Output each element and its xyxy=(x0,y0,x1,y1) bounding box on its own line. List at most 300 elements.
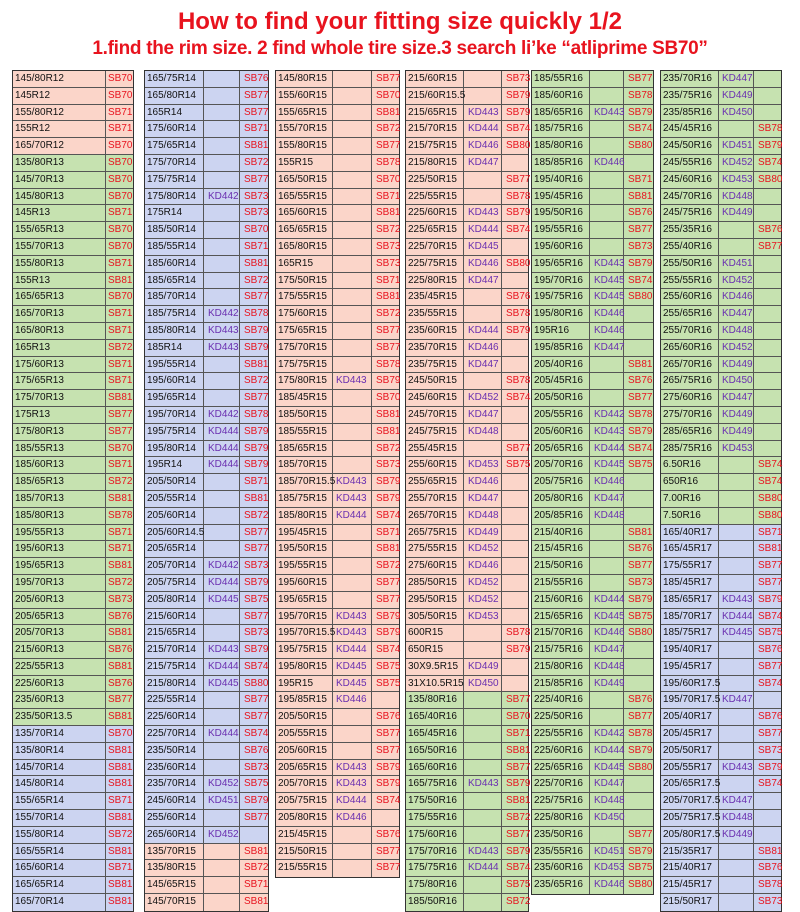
cell-divider xyxy=(105,625,106,641)
sb-code: SB81 xyxy=(244,492,269,504)
tire-size: 185/75R15 xyxy=(278,492,327,504)
tire-size: 205/80R17.5 xyxy=(663,828,721,840)
tire-size: 195/70R15.5 xyxy=(278,627,336,639)
table-row xyxy=(532,474,653,491)
tire-size: 205/75R16 xyxy=(534,476,583,488)
cell-divider xyxy=(589,105,590,121)
tire-size: 235/75R15 xyxy=(408,358,457,370)
cell-divider xyxy=(371,340,372,356)
cell-divider xyxy=(501,894,502,911)
kd-code: KD442 xyxy=(208,190,239,202)
kd-code: KD453 xyxy=(468,610,499,622)
table-row xyxy=(406,121,531,138)
cell-divider xyxy=(753,575,754,591)
tire-size: 225/60R13 xyxy=(15,677,64,689)
tire-size: 175/75R16 xyxy=(408,862,457,874)
cell-divider xyxy=(371,541,372,557)
cell-divider xyxy=(463,558,464,574)
cell-divider xyxy=(501,155,502,171)
cell-divider xyxy=(718,525,719,541)
table-row xyxy=(532,743,653,760)
size-column xyxy=(275,70,400,878)
cell-divider xyxy=(501,491,502,507)
tire-size: 275/55R15 xyxy=(408,543,457,555)
cell-divider xyxy=(501,776,502,792)
table-row xyxy=(406,390,531,407)
tire-size: 225/55R16 xyxy=(534,728,583,740)
cell-divider xyxy=(718,441,719,457)
table-row xyxy=(532,71,653,88)
kd-code: KD448 xyxy=(468,425,499,437)
table-row xyxy=(406,541,528,558)
table-row xyxy=(661,894,781,911)
kd-code: KD444 xyxy=(208,576,239,588)
cell-divider xyxy=(105,474,106,490)
sb-code: SB77 xyxy=(376,862,401,874)
cell-divider xyxy=(501,810,502,826)
cell-divider xyxy=(589,155,590,171)
tire-size: 205/65R15 xyxy=(278,761,327,773)
table-row xyxy=(13,289,133,306)
cell-divider xyxy=(203,189,204,205)
cell-divider xyxy=(463,575,464,591)
table-row xyxy=(145,827,268,844)
sb-code: SB71 xyxy=(108,123,133,135)
table-row xyxy=(406,155,528,172)
cell-divider xyxy=(371,407,372,423)
kd-code: KD443 xyxy=(468,845,499,857)
table-row xyxy=(13,172,133,189)
table-row xyxy=(276,625,399,642)
kd-code: KD447 xyxy=(468,492,499,504)
cell-divider xyxy=(753,340,754,356)
table-row xyxy=(276,491,399,508)
sb-code: SB78 xyxy=(628,89,653,101)
sb-code: SB70 xyxy=(376,392,401,404)
sb-code: SB71 xyxy=(376,526,401,538)
tire-size: 245/70R16 xyxy=(663,190,712,202)
table-row xyxy=(145,323,268,340)
cell-divider xyxy=(753,138,754,154)
kd-code: KD446 xyxy=(336,812,367,824)
cell-divider xyxy=(501,205,502,221)
cell-divider xyxy=(501,172,502,188)
cell-divider xyxy=(463,827,464,843)
table-row xyxy=(276,726,399,743)
tire-size: 225/75R16 xyxy=(534,795,583,807)
cell-divider xyxy=(753,860,754,876)
cell-divider xyxy=(718,860,719,876)
sb-code: SB77 xyxy=(758,560,783,572)
sb-code: SB79 xyxy=(628,106,653,118)
sb-code: SB71 xyxy=(108,358,133,370)
sb-code: SB78 xyxy=(376,156,401,168)
cell-divider xyxy=(105,441,106,457)
tire-size: 215/75R16 xyxy=(534,644,583,656)
tire-size: 145R12 xyxy=(15,89,51,101)
cell-divider xyxy=(239,407,240,423)
sb-code: SB77 xyxy=(376,728,401,740)
cell-divider xyxy=(589,508,590,524)
cell-divider xyxy=(105,676,106,692)
sb-code: SB77 xyxy=(244,291,269,303)
sb-code: SB73 xyxy=(244,560,269,572)
sb-code: SB76 xyxy=(758,862,783,874)
table-row xyxy=(13,760,133,777)
tire-size: 235/70R14 xyxy=(147,778,196,790)
table-row xyxy=(661,642,781,659)
tire-size: 205/55R14 xyxy=(147,492,196,504)
sb-code: SB79 xyxy=(376,492,401,504)
cell-divider xyxy=(623,205,624,221)
cell-divider xyxy=(753,121,754,137)
cell-divider xyxy=(105,306,106,322)
cell-divider xyxy=(105,155,106,171)
cell-divider xyxy=(332,609,333,625)
table-row xyxy=(532,323,653,340)
tire-size: 265/75R16 xyxy=(663,375,712,387)
sb-code: SB77 xyxy=(506,828,531,840)
table-row xyxy=(406,289,531,306)
tire-size: 215/40R16 xyxy=(534,526,583,538)
sb-code: SB81 xyxy=(376,408,401,420)
tire-size: 155/80R13 xyxy=(15,257,64,269)
cell-divider xyxy=(203,659,204,675)
table-row xyxy=(406,810,531,827)
table-row xyxy=(532,88,653,105)
sb-code: SB70 xyxy=(108,89,133,101)
cell-divider xyxy=(589,189,590,205)
table-row xyxy=(13,659,133,676)
cell-divider xyxy=(105,172,106,188)
table-row xyxy=(13,491,133,508)
cell-divider xyxy=(239,306,240,322)
cell-divider xyxy=(105,256,106,272)
cell-divider xyxy=(203,457,204,473)
cell-divider xyxy=(753,760,754,776)
tire-size: 175/80R14 xyxy=(147,190,196,202)
cell-divider xyxy=(371,592,372,608)
tire-size: 215/65R16 xyxy=(534,610,583,622)
cell-divider xyxy=(105,760,106,776)
tire-size: 185/60R14 xyxy=(147,257,196,269)
tire-size: 255/60R15 xyxy=(408,459,457,471)
table-row xyxy=(661,323,781,340)
cell-divider xyxy=(203,306,204,322)
table-row xyxy=(406,189,531,206)
tire-size: 225/65R16 xyxy=(534,761,583,773)
cell-divider xyxy=(203,441,204,457)
sb-code: SB78 xyxy=(628,728,653,740)
sb-code: SB77 xyxy=(628,73,653,84)
cell-divider xyxy=(332,256,333,272)
kd-code: KD446 xyxy=(722,291,753,303)
tire-size: 295/50R15 xyxy=(408,593,457,605)
cell-divider xyxy=(718,642,719,658)
table-row xyxy=(406,340,528,357)
sb-code: SB71 xyxy=(108,526,133,538)
cell-divider xyxy=(371,172,372,188)
cell-divider xyxy=(463,877,464,893)
cell-divider xyxy=(371,793,372,809)
tire-size: 215/80R16 xyxy=(534,660,583,672)
tire-size: 165/40R17 xyxy=(663,526,712,538)
sb-code: SB81 xyxy=(108,392,133,404)
table-row xyxy=(145,642,268,659)
table-row xyxy=(532,407,653,424)
table-row xyxy=(13,189,133,206)
tire-size: 225/55R15 xyxy=(408,190,457,202)
sb-code: SB78 xyxy=(506,190,531,202)
tire-size: 185/55R16 xyxy=(534,73,583,84)
sb-code: SB79 xyxy=(244,442,269,454)
tire-size: 195/50R16 xyxy=(534,207,583,219)
table-row xyxy=(406,642,531,659)
sb-code: SB79 xyxy=(628,257,653,269)
kd-code: KD447 xyxy=(722,694,753,706)
sb-code: SB73 xyxy=(244,190,269,202)
tire-size: 215/55R16 xyxy=(534,576,583,588)
table-row xyxy=(145,105,268,122)
kd-code: KD442 xyxy=(208,408,239,420)
cell-divider xyxy=(718,558,719,574)
kd-code: KD444 xyxy=(208,728,239,740)
cell-divider xyxy=(501,71,502,87)
sb-code: SB79 xyxy=(506,845,531,857)
table-row xyxy=(145,340,268,357)
table-row xyxy=(532,273,653,290)
sb-code: SB70 xyxy=(108,442,133,454)
cell-divider xyxy=(203,726,204,742)
sb-code: SB79 xyxy=(506,207,531,219)
kd-code: KD445 xyxy=(594,291,625,303)
cell-divider xyxy=(203,155,204,171)
size-column xyxy=(531,70,654,895)
kd-code: KD443 xyxy=(336,627,367,639)
cell-divider xyxy=(589,373,590,389)
cell-divider xyxy=(203,222,204,238)
cell-divider xyxy=(105,558,106,574)
cell-divider xyxy=(239,491,240,507)
table-row xyxy=(661,256,781,273)
cell-divider xyxy=(239,239,240,255)
sb-code: SB76 xyxy=(628,543,653,555)
table-row xyxy=(145,138,268,155)
table-row xyxy=(532,541,653,558)
tire-size: 195/50R15 xyxy=(278,543,327,555)
cell-divider xyxy=(718,373,719,389)
sb-code: SB79 xyxy=(376,778,401,790)
tire-size: 175/70R13 xyxy=(15,392,64,404)
sb-code: SB74 xyxy=(758,778,783,790)
sb-code: SB71 xyxy=(376,190,401,202)
sb-code: SB75 xyxy=(628,862,653,874)
kd-code: KD449 xyxy=(722,207,753,219)
cell-divider xyxy=(463,289,464,305)
sb-code: SB72 xyxy=(244,375,269,387)
cell-divider xyxy=(463,709,464,725)
kd-code: KD447 xyxy=(722,308,753,320)
table-row xyxy=(13,743,133,760)
cell-divider xyxy=(371,810,372,826)
cell-divider xyxy=(501,357,502,373)
tire-size: 145/80R13 xyxy=(15,190,64,202)
cell-divider xyxy=(105,222,106,238)
cell-divider xyxy=(203,558,204,574)
table-row xyxy=(145,508,268,525)
cell-divider xyxy=(105,726,106,742)
cell-divider xyxy=(463,357,464,373)
sb-code: SB78 xyxy=(506,308,531,320)
kd-code: KD442 xyxy=(594,728,625,740)
table-row xyxy=(145,709,268,726)
kd-code: KD447 xyxy=(594,644,625,656)
tire-size: 155/80R14 xyxy=(15,828,64,840)
cell-divider xyxy=(623,827,624,843)
cell-divider xyxy=(753,810,754,826)
tire-size: 185/70R15.5 xyxy=(278,476,336,488)
tire-size: 235/60R14 xyxy=(147,761,196,773)
cell-divider xyxy=(589,340,590,356)
table-row xyxy=(145,357,268,374)
kd-code: KD446 xyxy=(336,694,367,706)
cell-divider xyxy=(371,105,372,121)
table-row xyxy=(13,256,133,273)
tire-size: 205/65R16 xyxy=(534,442,583,454)
cell-divider xyxy=(463,256,464,272)
cell-divider xyxy=(589,558,590,574)
table-row xyxy=(145,558,268,575)
cell-divider xyxy=(589,172,590,188)
sb-code: SB75 xyxy=(376,677,401,689)
sb-code: SB79 xyxy=(506,644,531,656)
cell-divider xyxy=(463,625,464,641)
cell-divider xyxy=(203,625,204,641)
sb-code: SB78 xyxy=(376,358,401,370)
cell-divider xyxy=(332,726,333,742)
sb-code: SB79 xyxy=(376,610,401,622)
table-row xyxy=(13,155,133,172)
cell-divider xyxy=(501,642,502,658)
table-row xyxy=(532,592,653,609)
sb-code: SB79 xyxy=(628,593,653,605)
kd-code: KD452 xyxy=(208,828,239,840)
table-row xyxy=(276,474,399,491)
cell-divider xyxy=(203,138,204,154)
table-row xyxy=(13,121,133,138)
cell-divider xyxy=(718,155,719,171)
tire-size: 155/70R14 xyxy=(15,812,64,824)
cell-divider xyxy=(203,860,204,876)
tire-size: 165/55R15 xyxy=(278,190,327,202)
kd-code: KD450 xyxy=(594,812,625,824)
kd-code: KD443 xyxy=(336,492,367,504)
table-row xyxy=(661,189,781,206)
cell-divider xyxy=(105,457,106,473)
cell-divider xyxy=(753,844,754,860)
cell-divider xyxy=(105,609,106,625)
table-row xyxy=(532,222,653,239)
kd-code: KD450 xyxy=(722,106,753,118)
cell-divider xyxy=(332,306,333,322)
kd-code: KD442 xyxy=(594,408,625,420)
cell-divider xyxy=(623,709,624,725)
tire-size: 165/65R13 xyxy=(15,291,64,303)
tire-size: 165/70R14 xyxy=(15,896,64,908)
cell-divider xyxy=(753,306,754,322)
cell-divider xyxy=(239,71,240,87)
tire-size: 255/55R16 xyxy=(663,274,712,286)
table-row xyxy=(13,323,133,340)
kd-code: KD449 xyxy=(722,828,753,840)
sb-code: SB77 xyxy=(108,408,133,420)
cell-divider xyxy=(239,709,240,725)
cell-divider xyxy=(463,642,464,658)
sb-code: SB71 xyxy=(506,728,531,740)
cell-divider xyxy=(589,793,590,809)
sb-code: SB71 xyxy=(108,862,133,874)
sb-code: SB79 xyxy=(244,795,269,807)
cell-divider xyxy=(332,407,333,423)
size-column xyxy=(144,70,269,912)
cell-divider xyxy=(105,508,106,524)
cell-divider xyxy=(105,121,106,137)
cell-divider xyxy=(753,373,754,389)
tire-size: 255/50R16 xyxy=(663,257,712,269)
cell-divider xyxy=(501,138,502,154)
cell-divider xyxy=(332,222,333,238)
cell-divider xyxy=(105,592,106,608)
kd-code: KD444 xyxy=(594,442,625,454)
cell-divider xyxy=(501,306,502,322)
sb-code: SB75 xyxy=(244,593,269,605)
cell-divider xyxy=(371,827,372,843)
page-title: How to find your fitting size quickly 1/2 xyxy=(177,8,623,35)
cell-divider xyxy=(623,373,624,389)
kd-code: KD452 xyxy=(468,593,499,605)
kd-code: KD445 xyxy=(594,274,625,286)
sb-code: SB81 xyxy=(108,711,133,723)
cell-divider xyxy=(589,323,590,339)
cell-divider xyxy=(501,743,502,759)
cell-divider xyxy=(239,222,240,238)
cell-divider xyxy=(332,827,333,843)
tire-size: 185/55R14 xyxy=(147,240,196,252)
tire-size: 165/70R13 xyxy=(15,308,64,320)
tire-size: 205/60R13 xyxy=(15,593,64,605)
cell-divider xyxy=(463,189,464,205)
sb-code: SB72 xyxy=(108,828,133,840)
kd-code: KD447 xyxy=(594,778,625,790)
cell-divider xyxy=(718,877,719,893)
table-row xyxy=(13,424,133,441)
sb-code: SB70 xyxy=(376,89,401,101)
kd-code: KD444 xyxy=(208,660,239,672)
tire-size: 175/60R15 xyxy=(278,308,327,320)
table-row xyxy=(532,508,653,525)
cell-divider xyxy=(463,726,464,742)
sb-code: SB77 xyxy=(628,392,653,404)
tire-size: 225/60R16 xyxy=(534,744,583,756)
table-row xyxy=(276,525,399,542)
cell-divider xyxy=(105,357,106,373)
kd-code: KD451 xyxy=(208,795,239,807)
cell-divider xyxy=(501,760,502,776)
sb-code: SB81 xyxy=(376,425,401,437)
table-row xyxy=(145,424,268,441)
cell-divider xyxy=(332,273,333,289)
kd-code: KD443 xyxy=(336,761,367,773)
